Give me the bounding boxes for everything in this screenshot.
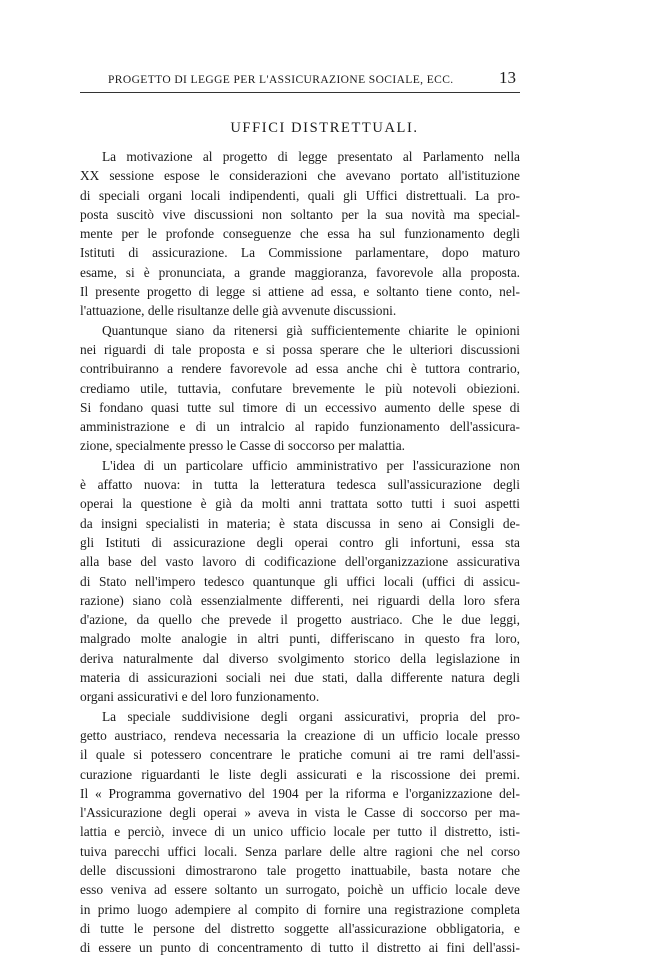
text-line: getto austriaco, rendeva necessaria la creazione di un ufficio locale presso [80, 727, 520, 743]
text-line: gli Istituti di assicurazione degli operai contro gli infortuni, essa sta [80, 534, 520, 550]
text-line: d'azione, da quello che prevede il progetto austriaco. Che le due leggi, [80, 612, 520, 628]
text-line: mente per le profonde conseguenze che essa ha sul funzionamento degli [80, 226, 520, 242]
text-line: Il « Programma governativo del 1904 per la riforma e l'organizzazione del- [80, 785, 520, 801]
text-line: di speciali organi locali indipendenti, quali gli Uffici distrettuali. La pro- [80, 187, 520, 203]
text-line: l'attuazione, delle risultanze delle già avvenute discussioni. [80, 303, 397, 319]
text-line: alla base del vasto lavoro di codificazione dell'organizzazione assicurativa [80, 554, 520, 570]
text-line: lattia e perciò, invece di un unico ufficio locale per tutto il distretto, isti- [80, 824, 520, 840]
text-line: è affatto nuova: in tutta la letteratura tedesca sull'assicurazione degli [80, 477, 520, 493]
text-line: crediamo utile, tuttavia, confutare brevemente le più notevoli obiezioni. [80, 380, 520, 396]
running-title: PROGETTO DI LEGGE PER L'ASSICURAZIONE SOCIALE, ECC. [108, 74, 454, 86]
text-line: La motivazione al progetto di legge presentato al Parlamento nella [102, 149, 520, 164]
section-title: UFFICI DISTRETTUALI. [230, 120, 419, 136]
text-line: da insigni specialisti in materia; è stata discussa in seno ai Consigli de- [80, 515, 520, 531]
text-line: delle discussioni dimostrarono tale progetto inattuabile, basta notare che [80, 862, 520, 878]
text-line: La speciale suddivisione degli organi assicurativi, propria del pro- [102, 708, 520, 724]
text-line: Istituti di assicurazione. La Commissione parlamentare, dopo maturo [80, 245, 520, 261]
text-line: contribuiranno a rendere favorevole ad essa anche chi è tuttora contrario, [80, 361, 520, 377]
text-line: posta suscitò vive discussioni non soltanto per la sua novità ma special- [80, 206, 520, 222]
text-line: di tutte le persone del distretto soggette all'assicurazione obbligatoria, e [80, 920, 520, 936]
text-line: operai la questione è già da molti anni trattata sotto tutti i suoi aspetti [80, 496, 520, 512]
text-line: Il presente progetto di legge si attiene ad essa, e soltanto tiene conto, nel- [80, 284, 520, 300]
text-line: il quale si potessero concentrare le pratiche comuni ai tre rami dell'assi- [80, 747, 520, 763]
text-line: zione, specialmente presso le Casse di soccorso per malattia. [80, 438, 405, 454]
text-line: Quantunque siano da ritenersi già sufficientemente chiarite le opinioni [102, 322, 520, 338]
text-line: malgrado molte analogie in altri punti, differiscano in questo fra loro, [80, 631, 520, 647]
running-header [80, 68, 520, 93]
text-line: Si fondano quasi tutte sul timore di un eccessivo aumento delle spese di [80, 399, 520, 415]
text-line: curazione riguardanti le liste degli assicurati e la riscossione dei premi. [80, 766, 520, 782]
text-line: tuiva parecchi uffici locali. Senza parlare delle altre ragioni che nel corso [80, 843, 520, 859]
page-number: 13 [499, 68, 516, 87]
text-line: organi assicurativi e del loro funzionamento. [80, 689, 320, 705]
text-line: deriva naturalmente dal diverso svolgimento storico della legislazione in [80, 650, 520, 666]
text-line: razione) siano colà essenzialmente differenti, nei riguardi della loro sfera [80, 592, 520, 608]
text-line: materia di assicurazioni sociali nei due stati, dalla differente natura degli [80, 670, 520, 686]
text-line: L'idea di un particolare ufficio amministrativo per l'assicurazione non [102, 457, 520, 473]
text-line: di Stato nell'impero tedesco quantunque gli uffici locali (uffici di assicu- [80, 573, 520, 589]
text-line: esame, si è pronunciata, a grande maggioranza, favorevole alla proposta. [80, 264, 520, 280]
text-line: di essere un punto di concentramento di tutto il distretto ai fini dell'assi- [80, 940, 520, 956]
body-text [80, 147, 520, 957]
text-line: in primo luogo adempiere al compito di fornire una registrazione completa [80, 901, 520, 917]
text-line: amministrazione e di un intralcio al rapido funzionamento dell'assicura- [80, 419, 520, 435]
text-line: nei riguardi di tale proposta e si possa sperare che le ulteriori discussioni [80, 341, 520, 357]
text-line: l'Assicurazione degli operai » aveva in vista le Casse di soccorso per ma- [80, 805, 520, 821]
text-line: esso veniva ad essere soltanto un surrogato, poichè un ufficio locale deve [80, 882, 520, 898]
text-line: XX sessione espose le considerazioni che avevano portato all'istituzione [80, 168, 520, 184]
